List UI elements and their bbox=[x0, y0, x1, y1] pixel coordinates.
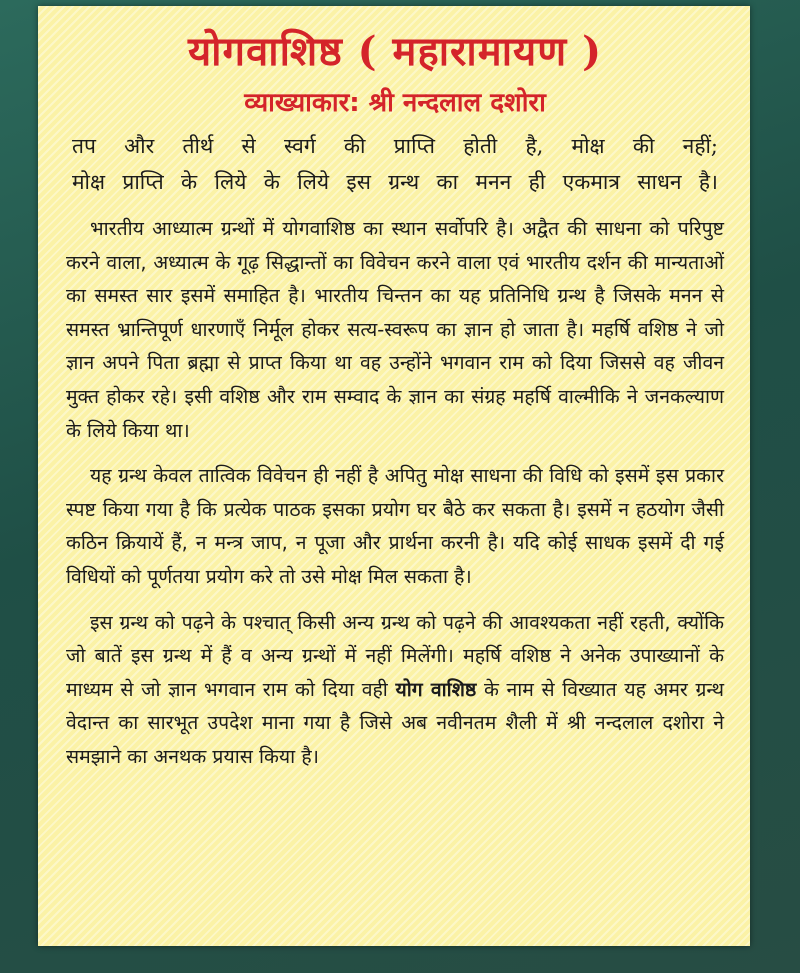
tagline-line-2: मोक्ष प्राप्ति के लिये के लिये इस ग्रन्थ का मनन ही एकमात्र साधन है। bbox=[72, 170, 718, 194]
body-paragraph-3 bbox=[66, 606, 724, 774]
commentator-line: व्याख्याकार: श्री नन्दलाल दशोरा bbox=[244, 88, 546, 118]
body-paragraph-2: यह ग्रन्थ केवल तात्विक विवेचन ही नहीं है अपितु मोक्ष साधना की विधि को इसमें इस प्रकार स्पष्ट किया गया है कि प्रत्येक पाठक इसका प्रयोग घर बैठे कर सकता है। इसमें न हठयोग जैसी कठिन क्रियायें हैं, न मन्त्र जाप, न पूजा और प्रार्थना करनी है। यदि कोई साधक इसमें दी गई विधियों को पूर्णतया प्रयोग करे तो उसे मोक्ष मिल सकता है। bbox=[66, 464, 724, 588]
paragraph-3-text-b: के नाम से विख्यात यह अमर ग्रन्थ वेदान्त का सारभूत उपदेश माना गया है जिसे अब नवीनतम शैली में श्री नन्दलाल दशोरा ने समझाने का अनथक प्रयास किया है। bbox=[66, 677, 724, 768]
tagline bbox=[66, 128, 724, 200]
paragraph-3-text-a: इस ग्रन्थ को पढ़ने के पश्चात् किसी अन्य ग्रन्थ को पढ़ने की आवश्यकता नहीं रहती, क्योंकि जो बातें इस ग्रन्थ में हैं व अन्य ग्रन्थों में नहीं मिलेंगी। महर्षि वशिष्ठ ने अनेक उपाख्यानों के माध्यम से जो ज्ञान भगवान राम को दिया वही bbox=[66, 610, 724, 701]
book-name-bold: योग वाशिष्ठ bbox=[395, 677, 477, 701]
tagline-line-1: तप और तीर्थ से स्वर्ग की प्राप्ति होती है, मोक्ष की नहीं; bbox=[72, 134, 718, 158]
book-back-cover-panel bbox=[38, 6, 750, 946]
book-title: योगवाशिष्ठ ( महारामायण ) bbox=[187, 28, 603, 75]
body-paragraph-1: भारतीय आध्यात्म ग्रन्थों में योगवाशिष्ठ का स्थान सर्वोपरि है। अद्वैत की साधना को परिपुष्ट करने वाला, अध्यात्म के गूढ़ सिद्धान्तों का विवेचन करने वाला एवं भारतीय दर्शन की मान्यताओं का समस्त सार इसमें समाहित है। भारतीय चिन्तन का यह प्रतिनिधि ग्रन्थ है जिसके मनन से समस्त भ्रान्तिपूर्ण धारणाएँ निर्मूल होकर सत्य-स्वरूप का ज्ञान हो जाता है। महर्षि वशिष्ठ ने जो ज्ञान अपने पिता ब्रह्मा से प्राप्त किया था वह उन्होंने भगवान राम को दिया जिससे वह जीवन मुक्त होकर रहे। इसी वशिष्ठ और राम सम्वाद के ज्ञान का संग्रह महर्षि वाल्मीकि ने जनकल्याण के लिये किया था। bbox=[66, 217, 724, 442]
